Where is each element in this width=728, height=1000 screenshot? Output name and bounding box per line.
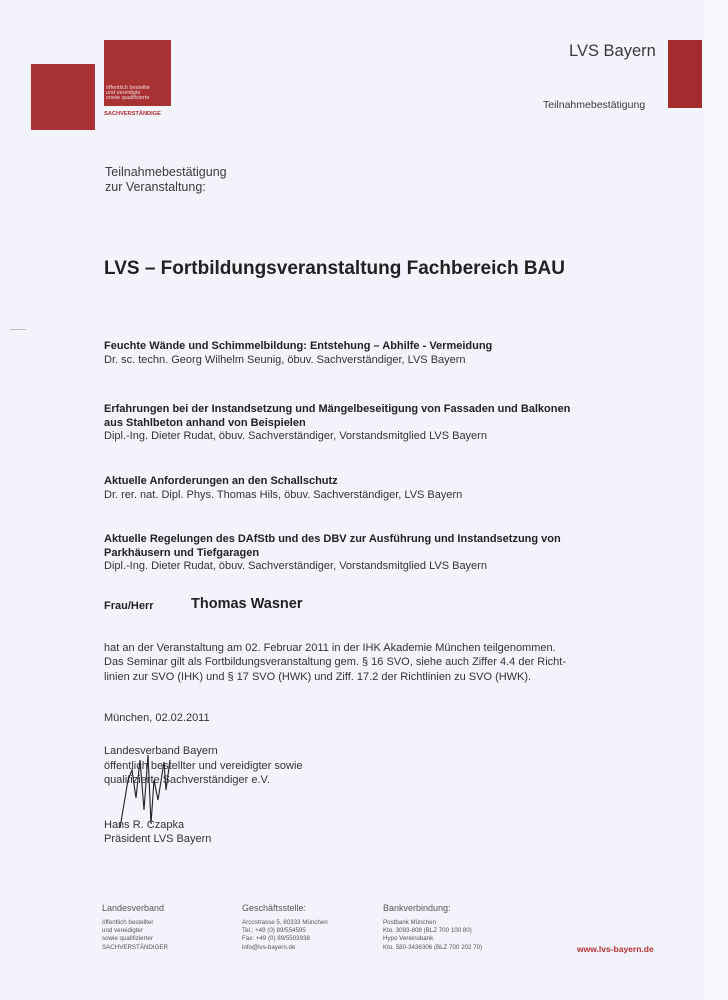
signer-title: Präsident LVS Bayern bbox=[104, 833, 212, 846]
topic bbox=[104, 475, 462, 502]
footer-line: Tel.: +49 (0) 89/554595 bbox=[242, 927, 306, 935]
salutation: Frau/Herr bbox=[104, 600, 154, 612]
page-edge bbox=[703, 0, 728, 1000]
website-link: www.lvs-bayern.de bbox=[577, 944, 654, 954]
topic bbox=[104, 533, 561, 574]
intro-line: Teilnahmebestätigung bbox=[105, 165, 227, 179]
topic-speaker: Dipl.-Ing. Dieter Rudat, öbuv. Sachverständiger, Vorstandsmitglied LVS Bayern bbox=[104, 560, 487, 573]
topic-title: Parkhäusern und Tiefgaragen bbox=[104, 546, 260, 559]
logo-square-left bbox=[31, 64, 95, 130]
logo-line: sowie qualifizierte bbox=[106, 95, 150, 102]
footer-association bbox=[102, 903, 168, 952]
brand-bar bbox=[668, 40, 702, 108]
margin-mark bbox=[10, 329, 26, 330]
footer-line: Kto. 3093-808 (BLZ 700 100 80) bbox=[383, 927, 472, 935]
logo-line: öffentlich bestellte bbox=[106, 85, 150, 91]
body-text bbox=[104, 641, 566, 684]
topic-speaker: Dr. rer. nat. Dipl. Phys. Thomas Hils, öbuv. Sachverständiger, LVS Bayern bbox=[104, 488, 463, 501]
logo-line: und vereidigte bbox=[106, 90, 141, 97]
footer-bank bbox=[383, 903, 482, 952]
topic bbox=[104, 340, 492, 367]
footer-line: öffentlich bestellter bbox=[102, 919, 154, 926]
topic bbox=[104, 403, 570, 444]
topic-title: Feuchte Wände und Schimmelbildung: Entstehung – Abhilfe - Vermeidung bbox=[104, 340, 493, 352]
place-date: München, 02.02.2011 bbox=[104, 712, 210, 724]
footer-email: info@lvs-bayern.de bbox=[242, 943, 296, 951]
topic-title: Aktuelle Regelungen des DAfStb und des DBV zur Ausführung und Instandsetzung von bbox=[104, 533, 561, 545]
topic-title: Erfahrungen bei der Instandsetzung und Mängelbeseitigung von Fassaden und Balkonen bbox=[104, 403, 571, 415]
footer-line: und vereidigter bbox=[102, 927, 143, 935]
body-line: linien zur SVO (IHK) und § 17 SVO (HWK) und Ziff. 17.2 der Richtlinien zu SVO (HWK). bbox=[104, 670, 532, 683]
topic-speaker: Dr. sc. techn. Georg Wilhelm Seunig, öbuv. Sachverständiger, LVS Bayern bbox=[104, 353, 466, 366]
footer-line: sowie qualifizierter bbox=[102, 935, 153, 943]
org-line: Landesverband Bayern bbox=[104, 745, 218, 757]
topic-title: aus Stahlbeton anhand von Beispielen bbox=[104, 416, 306, 429]
footer-heading: Bankverbindung: bbox=[383, 903, 451, 913]
footer-line: Fax: +49 (0) 89/5503938 bbox=[242, 935, 310, 943]
footer-office bbox=[242, 903, 328, 952]
body-line: hat an der Veranstaltung am 02. Februar 2011 in der IHK Akademie München teilgenommen. bbox=[104, 642, 556, 654]
topic-title: Aktuelle Anforderungen an den Schallschutz bbox=[104, 475, 338, 487]
logo-subtitle: SACHVERSTÄNDIGE bbox=[104, 111, 161, 117]
org-line: öffentlich bestellter und vereidigter sowie bbox=[104, 759, 303, 772]
footer-line: Kto. 580-3436306 (BLZ 700 202 70) bbox=[383, 943, 483, 951]
logo-text bbox=[106, 86, 150, 102]
document-title: LVS – Fortbildungsveranstaltung Fachbereich BAU bbox=[104, 258, 565, 279]
footer-line: SACHVERSTÄNDIGER bbox=[102, 943, 169, 951]
footer-line: Arcostrasse 5, 80333 München bbox=[242, 919, 328, 926]
body-line: Das Seminar gilt als Fortbildungsveranstaltung gem. § 16 SVO, siehe auch Ziffer 4.4 der Richt- bbox=[104, 656, 567, 669]
header-subtitle: Teilnahmebestätigung bbox=[543, 99, 646, 111]
topic-speaker: Dipl.-Ing. Dieter Rudat, öbuv. Sachverständiger, Vorstandsmitglied LVS Bayern bbox=[104, 430, 487, 443]
brand-name: LVS Bayern bbox=[569, 42, 656, 60]
intro-line: zur Veranstaltung: bbox=[105, 180, 206, 194]
footer-heading: Geschäftsstelle: bbox=[242, 903, 307, 913]
footer-line: Hypo Vereinsbank bbox=[383, 935, 434, 943]
signer bbox=[104, 818, 211, 847]
intro bbox=[105, 165, 227, 195]
org-line: qualifizierte Sachverständiger e.V. bbox=[104, 774, 270, 787]
footer-heading: Landesverband bbox=[102, 903, 165, 913]
recipient-name: Thomas Wasner bbox=[191, 596, 303, 612]
signer-name: Hans R. Czapka bbox=[104, 819, 185, 831]
footer-line: Postbank München bbox=[383, 919, 436, 926]
